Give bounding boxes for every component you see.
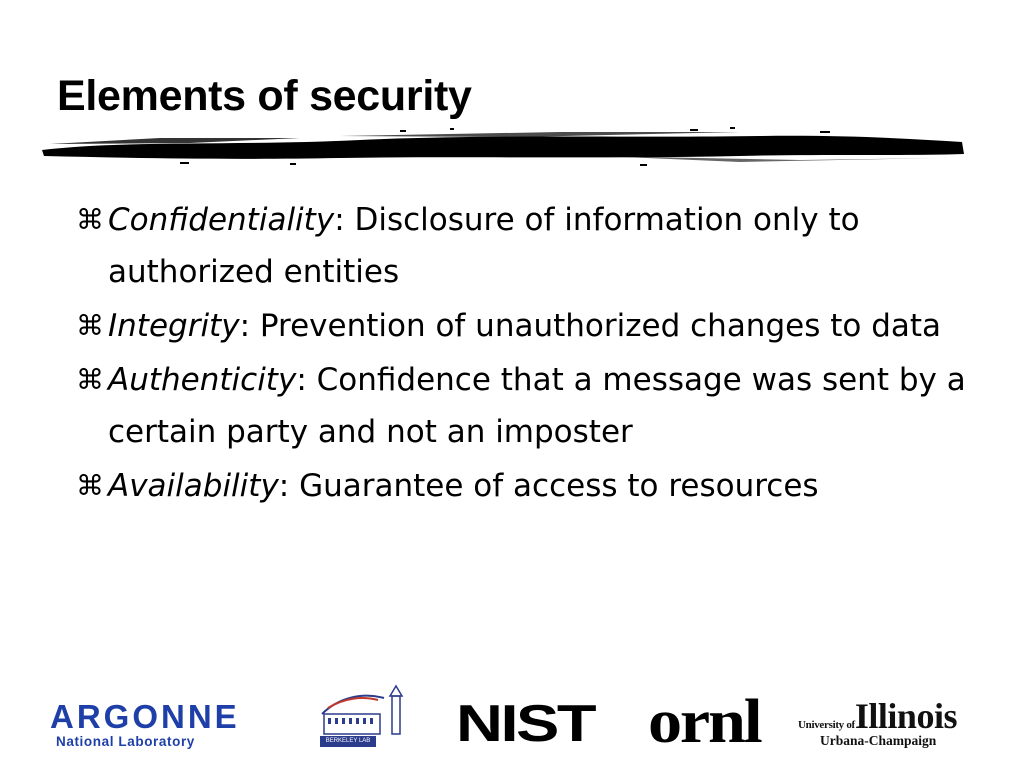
- bullet-text: : Guarantee of access to resources: [278, 468, 819, 504]
- bullet-glyph-icon: ⌘: [76, 363, 104, 396]
- illinois-prefix: University of: [798, 719, 855, 731]
- bullet-item: [76, 354, 976, 458]
- berkeley-lab-logo: [318, 684, 410, 746]
- bullet-text: : Disclosure of information only to authorized entities: [108, 202, 860, 290]
- berkeley-building-icon: [318, 684, 410, 738]
- bullet-glyph-icon: ⌘: [76, 203, 104, 236]
- bullet-item: [76, 194, 976, 298]
- bullet-item: [76, 300, 976, 352]
- bullet-term: Availability: [108, 468, 279, 504]
- bullet-term: Confidentiality: [108, 202, 335, 238]
- slide-title: Elements of security: [57, 72, 472, 120]
- bullet-glyph-icon: ⌘: [76, 469, 104, 502]
- illinois-logo: [798, 698, 957, 748]
- bullet-item: [76, 460, 976, 512]
- title-brush-underline: [40, 126, 970, 168]
- bullet-text: : Prevention of unauthorized changes to data: [239, 308, 942, 344]
- illinois-name: Illinois: [854, 696, 957, 736]
- argonne-subtitle: National Laboratory: [56, 734, 195, 749]
- bullet-term: Authenticity: [108, 362, 297, 398]
- illinois-campus: Urbana-Champaign: [820, 733, 937, 748]
- bullet-glyph-icon: ⌘: [76, 309, 104, 342]
- berkeley-lab-label: BERKELEY LAB: [320, 736, 376, 747]
- nist-logo: NIST: [456, 695, 595, 753]
- argonne-name: ARGONNE: [50, 698, 240, 735]
- footer-logos: [0, 680, 1024, 760]
- bullet-text: : Confidence that a message was sent by a certain party and not an imposter: [108, 362, 966, 450]
- bullet-term: Integrity: [108, 308, 240, 344]
- argonne-logo: [50, 700, 280, 749]
- bullet-list: [76, 194, 976, 514]
- ornl-logo: ornl: [648, 688, 761, 756]
